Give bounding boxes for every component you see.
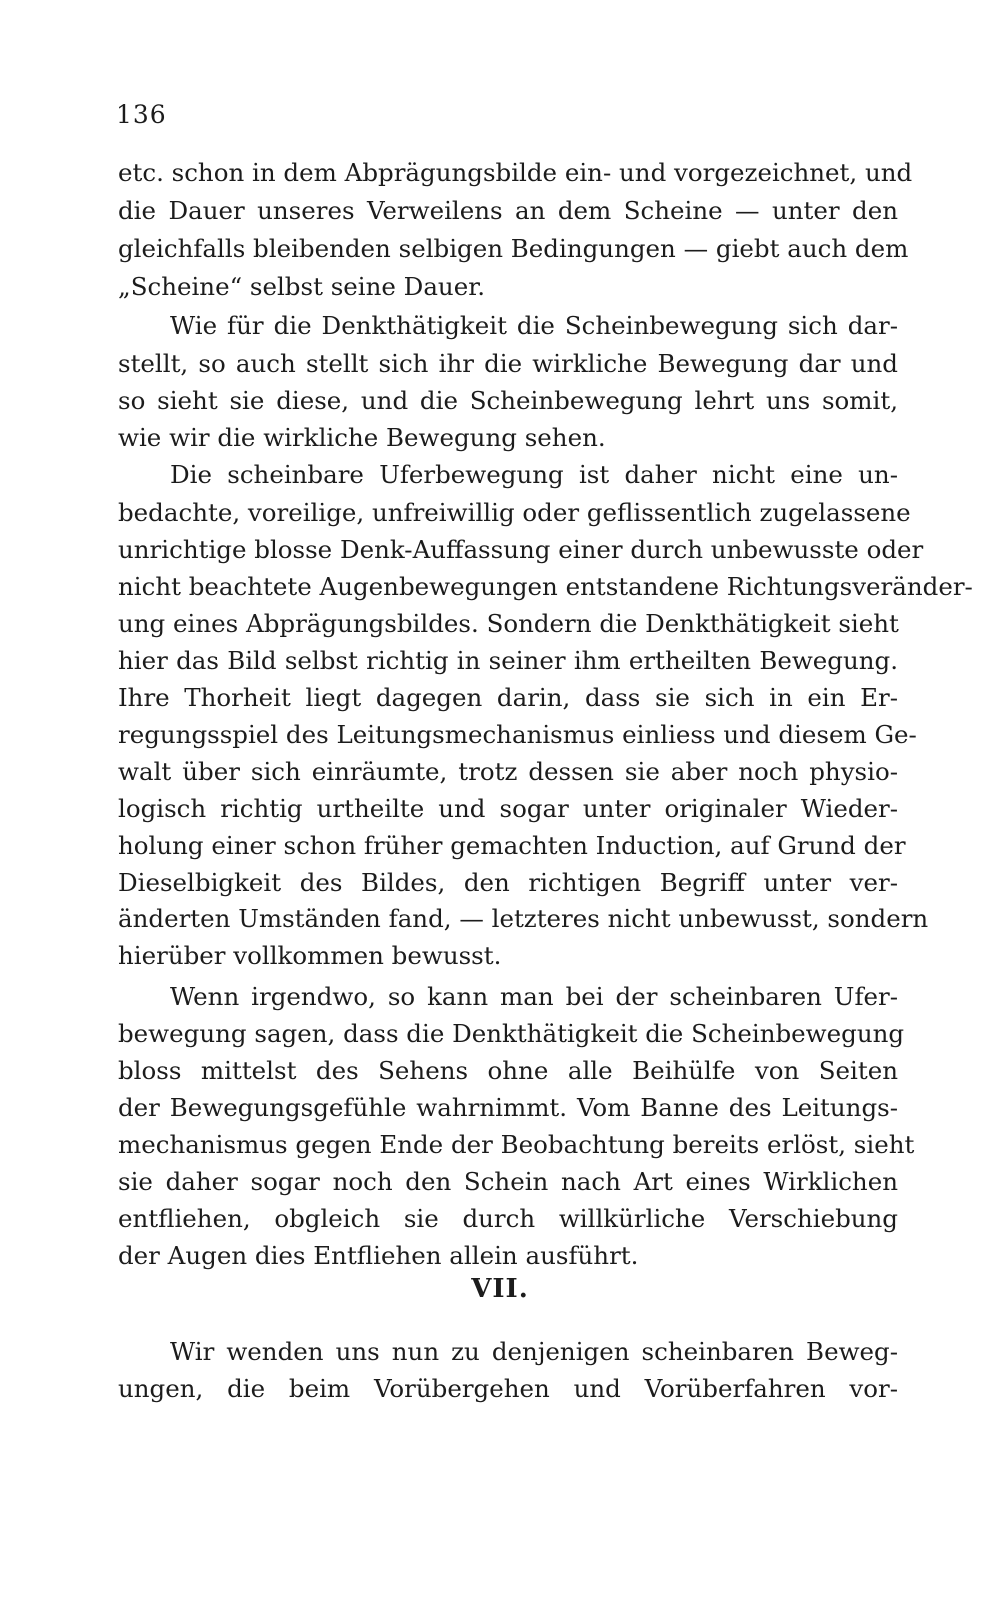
text-line: hier das Bild selbst richtig in seiner ihm ertheilten Bewegung. (118, 646, 898, 675)
text-line: nicht beachtete Augenbewegungen entstandene Richtungsveränder- (118, 572, 973, 601)
text-line: wie wir die wirkliche Bewegung sehen. (118, 423, 606, 452)
text-line: bedachte, voreilige, unfreiwillig oder geflissentlich zugelassene (118, 498, 911, 527)
text-line: hierüber vollkommen bewusst. (118, 941, 502, 970)
text-line: bewegung sagen, dass die Denkthätigkeit die Scheinbewegung (118, 1019, 905, 1048)
text-line: walt über sich einräumte, trotz dessen sie aber noch physio- (118, 757, 898, 786)
text-line: Wie für die Denkthätigkeit die Scheinbewegung sich dar- (170, 311, 898, 340)
text-line: unrichtige blosse Denk-Auffassung einer durch unbewusste oder (118, 535, 924, 564)
text-line: regungsspiel des Leitungsmechanismus einliess und diesem Ge- (118, 720, 917, 749)
text-line: ungen, die beim Vorübergehen und Vorüberfahren vor- (118, 1374, 898, 1403)
text-line: mechanismus gegen Ende der Beobachtung bereits erlöst, sieht (118, 1130, 915, 1159)
text-line: Dieselbigkeit des Bildes, den richtigen Begriff unter ver- (118, 868, 898, 897)
text-line: Ihre Thorheit liegt dagegen darin, dass sie sich in ein Er- (118, 683, 898, 712)
text-line: stellt, so auch stellt sich ihr die wirkliche Bewegung dar und (118, 349, 898, 378)
section-heading: VII. (471, 1274, 529, 1304)
text-line: die Dauer unseres Verweilens an dem Scheine — unter den (118, 196, 898, 225)
text-line: ung eines Abprägungsbildes. Sondern die Denkthätigkeit sieht (118, 609, 899, 638)
text-line: bloss mittelst des Sehens ohne alle Beihülfe von Seiten (118, 1056, 898, 1085)
text-line: änderten Umständen fand, — letzteres nicht unbewusst, sondern (118, 904, 929, 933)
text-line: gleichfalls bleibenden selbigen Bedingungen — giebt auch dem (118, 234, 909, 263)
text-line: Wir wenden uns nun zu denjenigen scheinbaren Beweg- (170, 1337, 898, 1366)
page-number: 136 (116, 100, 167, 129)
text-line: so sieht sie diese, und die Scheinbewegung lehrt uns somit, (118, 386, 898, 415)
text-line: der Bewegungsgefühle wahrnimmt. Vom Banne des Leitungs- (118, 1093, 898, 1122)
text-line: entfliehen, obgleich sie durch willkürliche Verschiebung (118, 1204, 898, 1233)
text-line: logisch richtig urtheilte und sogar unter originaler Wieder- (118, 794, 898, 823)
text-line: holung einer schon früher gemachten Induction, auf Grund der (118, 831, 906, 860)
text-line: „Scheine“ selbst seine Dauer. (118, 272, 486, 301)
text-line: Die scheinbare Uferbewegung ist daher nicht eine un- (170, 460, 898, 489)
text-line: der Augen dies Entfliehen allein ausführt. (118, 1241, 639, 1270)
text-line: etc. schon in dem Abprägungsbilde ein- und vorgezeichnet, und (118, 158, 913, 187)
text-line: sie daher sogar noch den Schein nach Art eines Wirklichen (118, 1167, 898, 1196)
text-line: Wenn irgendwo, so kann man bei der scheinbaren Ufer- (170, 982, 898, 1011)
